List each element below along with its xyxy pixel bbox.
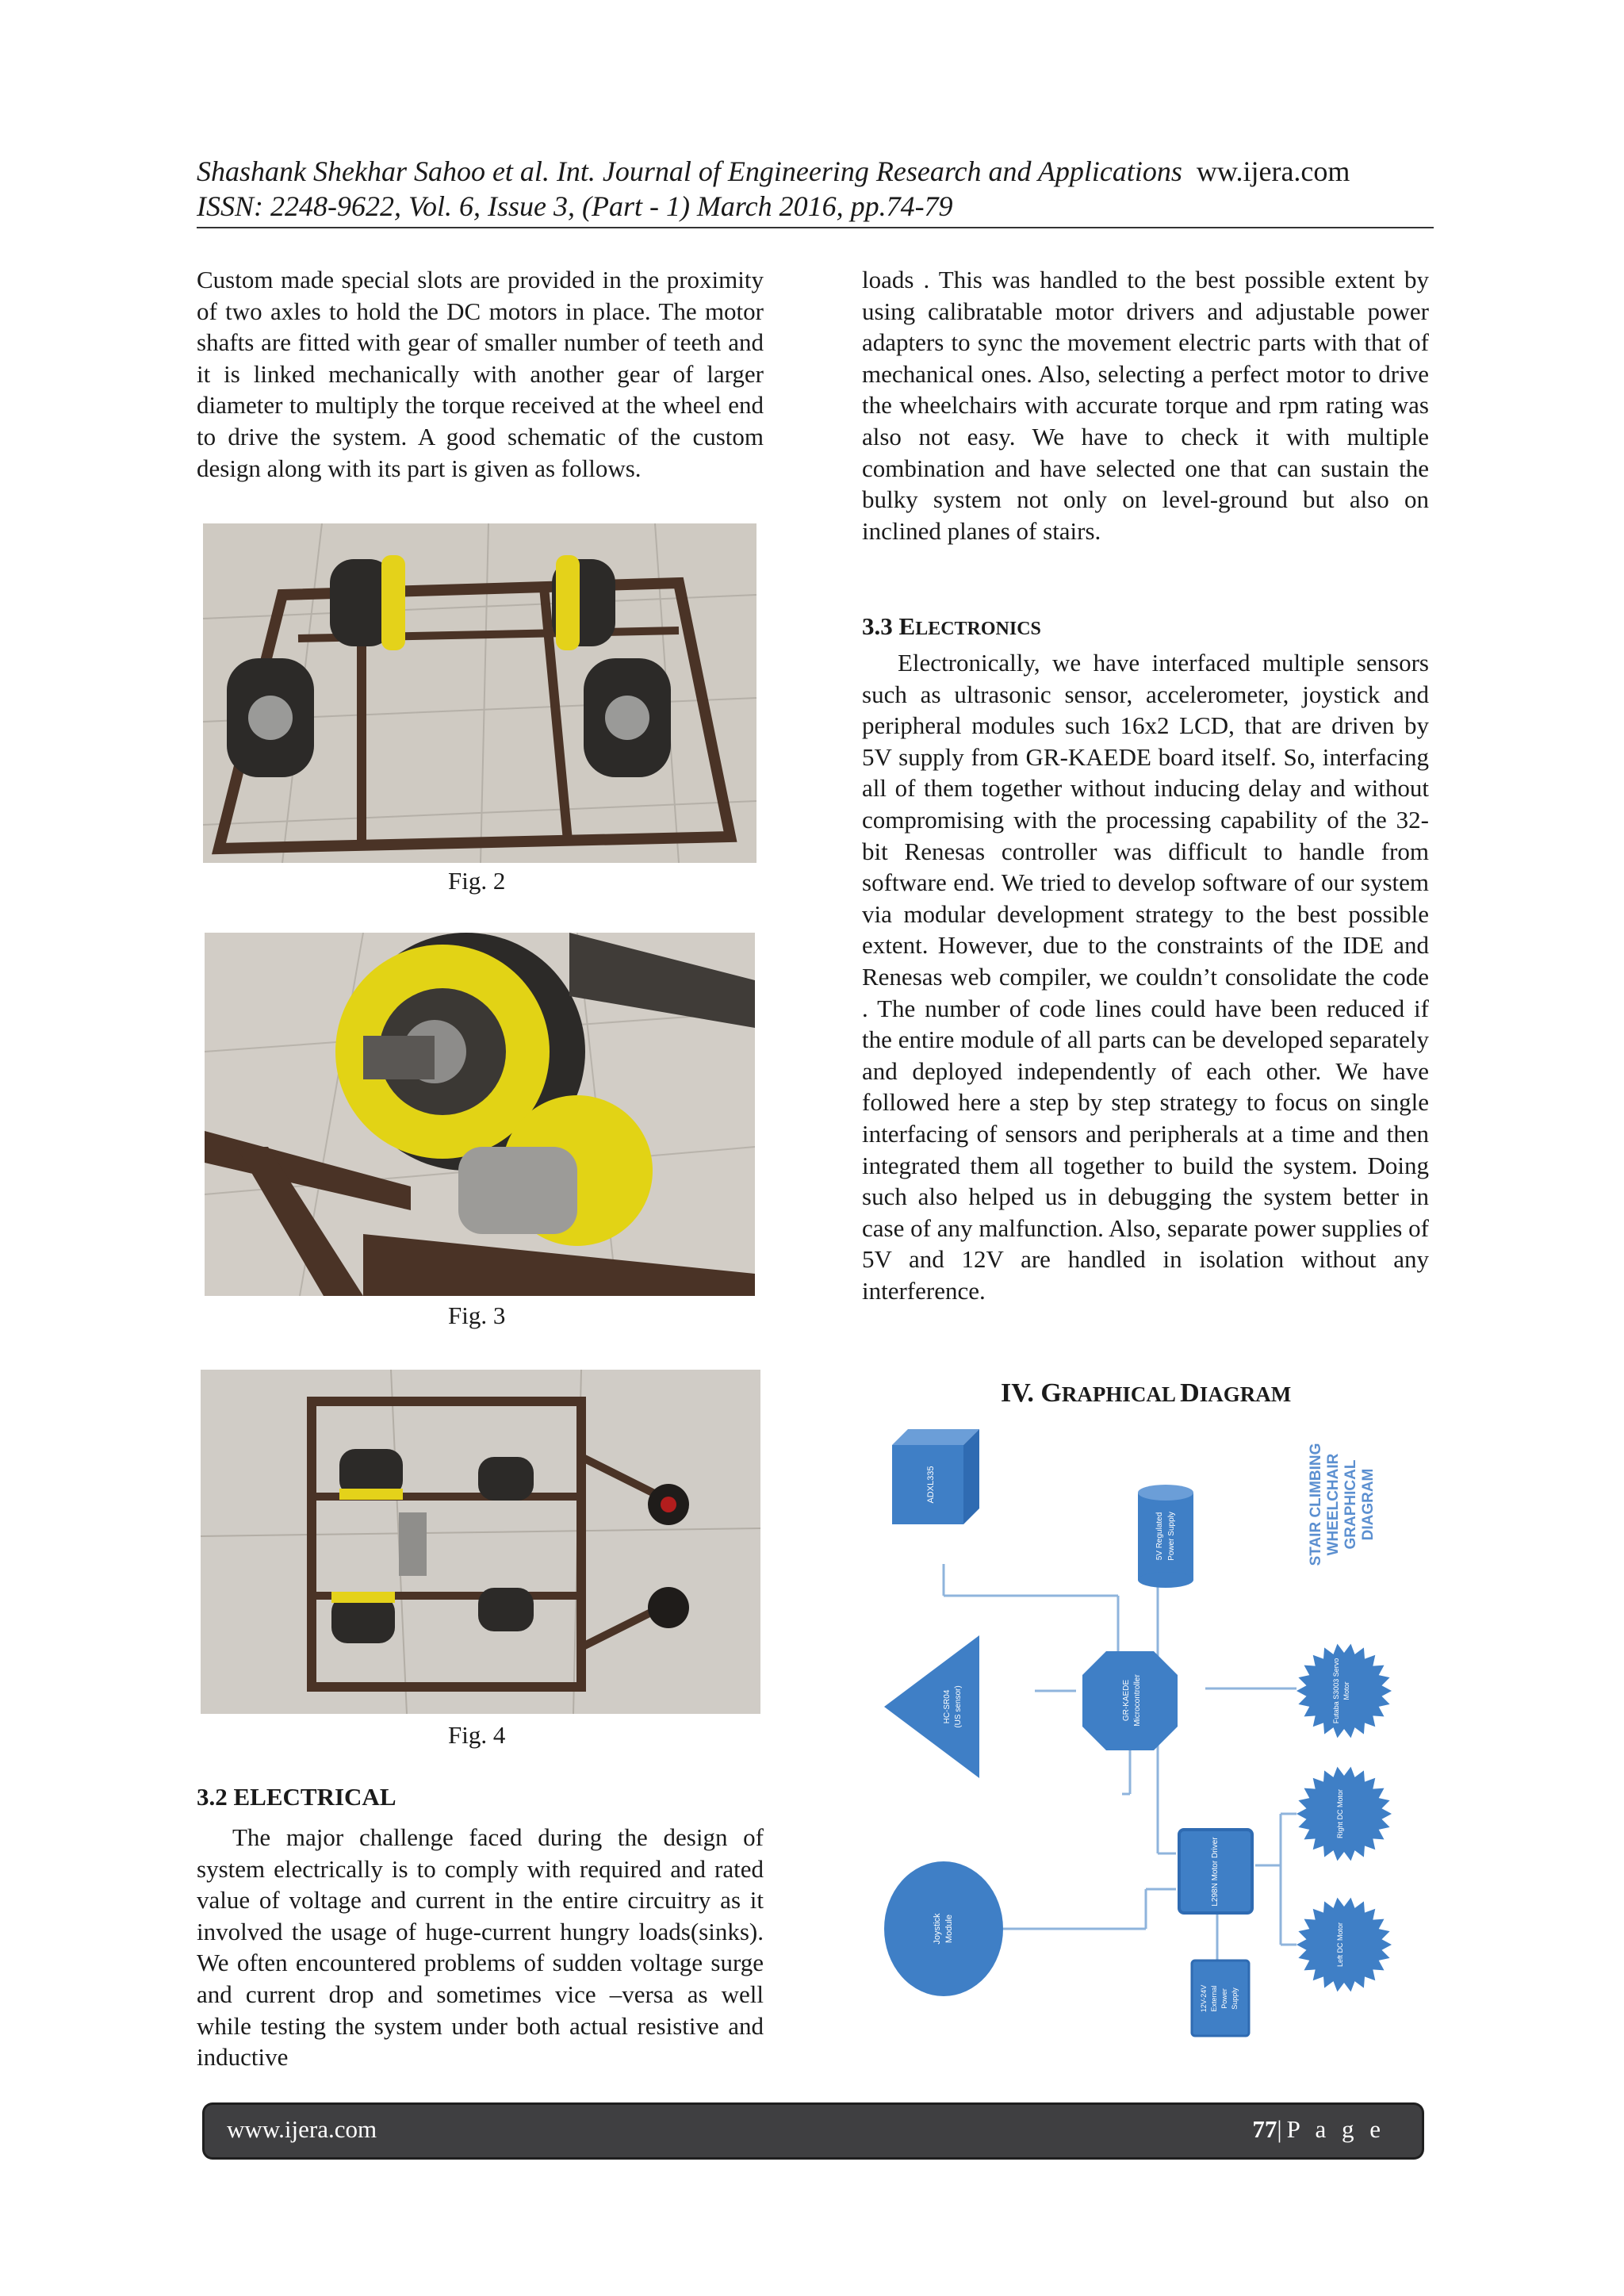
hc-sr04-label-1: HC-SR04 <box>943 1689 952 1724</box>
graphical-diagram <box>876 1421 1423 2046</box>
psu-5v-block <box>1138 1485 1193 1588</box>
servo-label-2: Motor <box>1342 1681 1350 1700</box>
figure-4-caption: Fig. 4 <box>448 1721 506 1749</box>
gr-kaede-label-1: GR-KAEDE <box>1122 1679 1131 1722</box>
running-header-title <box>197 154 1350 189</box>
diagram-title-line-1: STAIR CLIMBING <box>1308 1443 1324 1566</box>
section-4-part-b: D <box>1180 1378 1200 1408</box>
diagram-title-line-3: GRAPHICAL <box>1342 1459 1359 1550</box>
adxl335-label: ADXL335 <box>926 1466 936 1504</box>
section-3-2-heading: 3.2 ELECTRICAL <box>197 1783 396 1811</box>
joystick-block <box>884 1861 1003 1996</box>
header-rule <box>197 227 1434 228</box>
section-3-3-number: 3.3 <box>862 612 893 640</box>
gr-kaede-block <box>1082 1651 1178 1750</box>
ext-psu-label-1: 12V-24V <box>1200 1984 1208 2013</box>
section-4-part-c: IAGRAM <box>1199 1382 1292 1406</box>
page-footer <box>205 2105 1422 2157</box>
psu-5v-label-1: 5V Regulated <box>1155 1512 1164 1561</box>
gr-kaede-label-2: Microcontroller <box>1133 1674 1142 1727</box>
joystick-label-2: Module <box>944 1914 954 1944</box>
section-3-3-initial: E <box>898 612 916 640</box>
page-label: |P a g e <box>1277 2115 1385 2143</box>
hc-sr04-label-2: (US sensor) <box>954 1685 963 1728</box>
figure-2-photo <box>203 523 756 863</box>
l298n-block <box>1179 1830 1252 1913</box>
diagram-title-line-4: DIAGRAM <box>1360 1468 1377 1541</box>
figure-3-caption: Fig. 3 <box>448 1301 506 1329</box>
ext-psu-label-2: External <box>1210 1985 1218 2012</box>
header-journal: Shashank Shekhar Sahoo et al. Int. Journal of Engineering Research and Applications <box>197 155 1182 187</box>
servo-label-1: Futaba S3003 Servo <box>1332 1658 1340 1724</box>
running-header-issn: ISSN: 2248-9622, Vol. 6, Issue 3, (Part - 1) March 2016, pp.74-79 <box>197 190 953 222</box>
page-number: 77 <box>1252 2115 1277 2143</box>
diagram-title-line-2: WHEELCHAIR <box>1325 1453 1342 1556</box>
right-paragraph-1: loads . This was handled to the best possible extent by using calibratable motor drivers and adjustable power adapters to sync the movement electric parts with that of mechanical ones. Also, selecting a perfect motor to drive the wheelchairs with accurate torque and rpm rating was also not easy. We have to check it with multiple combination and have selected one that can sustain the bulky system not only on level-ground but also on inclined planes of stairs. <box>862 266 1429 545</box>
right-motor-label: Right DC Motor <box>1336 1788 1344 1839</box>
joystick-label-1: Joystick <box>933 1913 942 1945</box>
section-4-prefix: IV. G <box>1001 1378 1062 1408</box>
section-3-3-rest: LECTRONICS <box>915 619 1041 639</box>
l298n-label: L298N Motor Driver <box>1211 1837 1220 1907</box>
figure-3-photo <box>205 933 755 1296</box>
left-paragraph-2: The major challenge faced during the design of system electrically is to comply with required and rated value of voltage and current in the entire circuitry as it involved the usage of huge-current hungry loads(sinks). We often encountered problems of sudden voltage surge and current drop and sometimes vice –versa as well while testing the system under both actual resistive and inductive <box>197 1823 764 2072</box>
external-psu-block <box>1192 1961 1249 2036</box>
psu-5v-label-2: Power Supply <box>1167 1512 1176 1561</box>
footer-page-number <box>1252 2115 1385 2144</box>
adxl335-block <box>892 1429 979 1524</box>
right-paragraph-2: Electronically, we have interfaced multiple sensors such as ultrasonic sensor, accelerometer, joystick and peripheral modules such 16x2 LCD, that are driven by 5V supply from GR-KAEDE board itself. So, interfacing all of them together without inducing delay and without compromising with the processing capability of the 32-bit Renesas controller was difficult to handle from software end. We tried to develop software of our system via modular development strategy to the best possible extent. However, due to the constraints of the IDE and Renesas web compiler, we couldn’t consolidate the code . The number of code lines could have been reduced if the entire module of all parts can be developed separately and deployed independently of each other. We have followed here a step by step strategy to focus on single interfacing of sensors and peripherals at a time and then integrated them all together to build the system. Doing such also helped us in debugging the system better in case of any malfunction. Also, separate power supplies of 5V and 12V are handled in isolation without any interference. <box>862 649 1429 1305</box>
ext-psu-label-4: Supply <box>1231 1987 1239 2010</box>
ext-psu-label-3: Power <box>1220 1988 1228 2009</box>
section-4-heading <box>1001 1378 1291 1409</box>
left-motor-label: Left DC Motor <box>1336 1922 1344 1968</box>
figure-4-photo <box>201 1370 760 1714</box>
header-website[interactable]: ww.ijera.com <box>1196 155 1350 187</box>
figure-2-caption: Fig. 2 <box>448 867 506 895</box>
section-4-part-a: RAPHICAL <box>1061 1382 1181 1406</box>
left-paragraph-1: Custom made special slots are provided in the proximity of two axles to hold the DC motors in place. The motor shafts are fitted with gear of smaller number of teeth and it is linked mechanically with another gear of larger diameter to multiply the torque received at the wheel end to drive the system. A good schematic of the custom design along with its part is given as follows. <box>197 266 764 482</box>
footer-website[interactable]: www.ijera.com <box>227 2115 377 2143</box>
section-3-3-heading <box>862 612 1041 641</box>
